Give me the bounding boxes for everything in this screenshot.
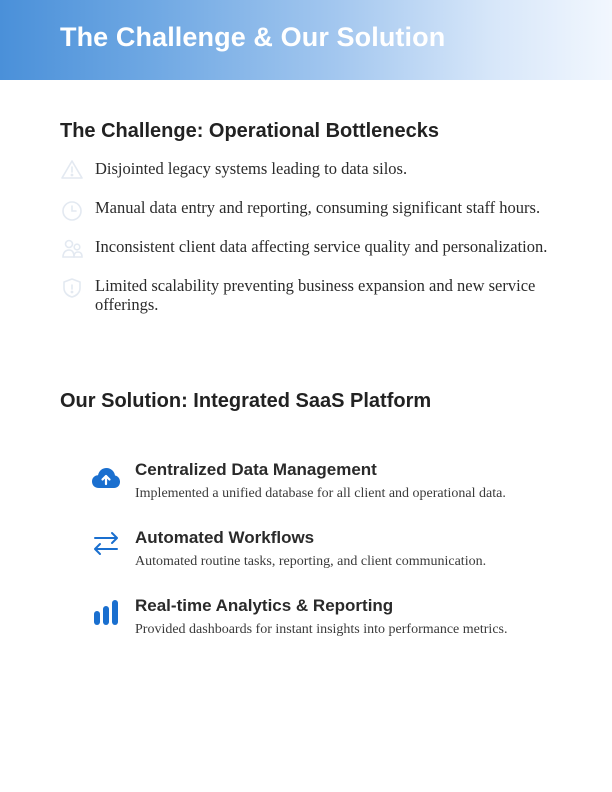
warning-triangle-icon	[60, 158, 84, 182]
users-icon	[60, 237, 84, 261]
solution-description: Provided dashboards for instant insights into performance metrics.	[135, 622, 508, 637]
exchange-arrows-icon	[90, 528, 122, 560]
shield-alert-icon	[60, 276, 84, 300]
bar-chart-icon	[90, 596, 122, 628]
challenge-text: Manual data entry and reporting, consuming significant staff hours.	[95, 198, 541, 217]
solution-heading: Real-time Analytics & Reporting	[135, 596, 394, 615]
challenge-text: Inconsistent client data affecting service quality and personalization.	[95, 237, 548, 256]
challenge-section-title: The Challenge: Operational Bottlenecks	[60, 120, 439, 142]
solution-heading: Automated Workflows	[135, 528, 315, 547]
clock-icon	[60, 198, 84, 222]
solution-section-title: Our Solution: Integrated SaaS Platform	[60, 390, 432, 412]
challenge-text: Disjointed legacy systems leading to data silos.	[95, 159, 408, 178]
solution-description: Automated routine tasks, reporting, and client communication.	[135, 554, 487, 569]
solution-heading: Centralized Data Management	[135, 460, 377, 479]
page-title: The Challenge & Our Solution	[60, 22, 446, 52]
solution-description: Implemented a unified database for all client and operational data.	[135, 486, 506, 501]
challenge-text: Limited scalability preventing business expansion and new service offerings.	[95, 276, 536, 314]
cloud-upload-icon	[90, 462, 122, 494]
page-header-banner	[0, 0, 612, 80]
